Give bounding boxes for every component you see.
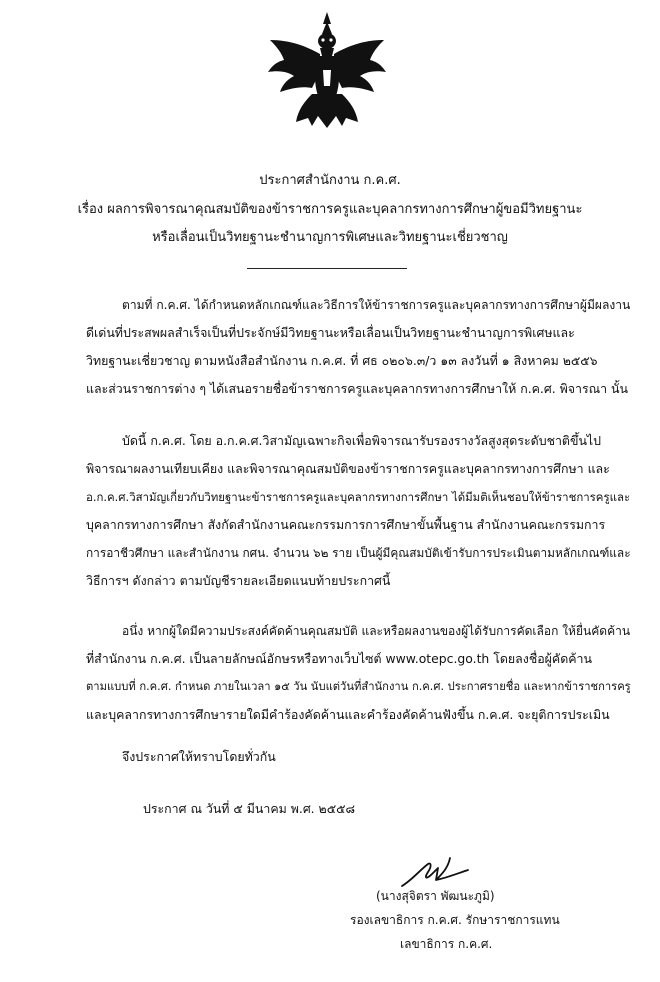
body-line: ที่สำนักงาน ก.ค.ศ. เป็นลายลักษณ์อักษรหรือทางเว็บไซต์ www.otepc.go.th โดยลงชื่อผู้คัดค้าน xyxy=(86,651,592,666)
body-line: อนึ่ง หากผู้ใดมีความประสงค์คัดค้านคุณสมบัติ และหรือผลงานของผู้ได้รับการคัดเลือก ให้ยื่นคัดค้าน xyxy=(122,624,631,638)
body-line: บุคลากรทางการศึกษา สังกัดสำนักงานคณะกรรมการการศึกษาขั้นพื้นฐาน สำนักงานคณะกรรมการ xyxy=(86,517,606,532)
signer-title: เลขาธิการ ก.ค.ศ. xyxy=(400,937,493,951)
body-line: อ.ก.ค.ศ.วิสามัญเกี่ยวกับวิทยฐานะข้าราชการครูและบุคลากรทางการศึกษา ได้มีมติเห็นชอบให้ข้าราชการครูและ xyxy=(86,490,631,504)
body-line: พิจารณาผลงานเทียบเคียง และพิจารณาคุณสมบัติของข้าราชการครูและบุคลากรทางการศึกษา และ xyxy=(86,461,610,476)
body-line: ตามแบบที่ ก.ค.ศ. กำหนด ภายในเวลา ๑๕ วัน นับแต่วันที่สำนักงาน ก.ค.ศ. ประกาศรายชื่อ และหากข้าราชการครู xyxy=(86,680,631,693)
announcement-date: ประกาศ ณ วันที่ ๕ มีนาคม พ.ศ. ๒๕๕๘ xyxy=(143,801,356,816)
handwritten-signature xyxy=(398,852,470,892)
body-line: การอาชีวศึกษา และสำนักงาน กศน. จำนวน ๖๒ ราย เป็นผู้มีคุณสมบัติเข้ารับการประเมินตามหลักเกณฑ์และ xyxy=(86,546,631,560)
announcement-title: ประกาศสำนักงาน ก.ค.ศ. xyxy=(259,173,401,188)
signer-name: (นางสุจิตรา พัฒนะภูมิ) xyxy=(376,889,495,903)
body-line: ดีเด่นที่ประสพผลสำเร็จเป็นที่ประจักษ์มีวิทยฐานะหรือเลื่อนเป็นวิทยฐานะชำนาญการพิเศษและ xyxy=(86,325,575,340)
body-line: วิธีการฯ ดังกล่าว ตามบัญชีรายละเอียดแนบท้ายประกาศนี้ xyxy=(86,573,391,588)
title-divider xyxy=(247,268,407,269)
body-line: บัดนี้ ก.ค.ศ. โดย อ.ก.ค.ศ.วิสามัญเฉพาะกิจเพื่อพิจารณารับรองรางวัลสูงสุดระดับชาติขึ้นไป xyxy=(122,433,602,448)
body-line: และส่วนราชการต่าง ๆ ได้เสนอรายชื่อข้าราชการครูและบุคลากรทางการศึกษาให้ ก.ค.ศ. พิจารณา นั้น xyxy=(86,381,628,396)
body-line: วิทยฐานะเชี่ยวชาญ ตามหนังสือสำนักงาน ก.ค.ศ. ที่ ศธ ๐๒๐๖.๓/ว ๑๓ ลงวันที่ ๑ สิงหาคม ๒๕๕๖ xyxy=(86,353,598,368)
signer-position: รองเลขาธิการ ก.ค.ศ. รักษาราชการแทน xyxy=(350,913,560,927)
subject-line-2: หรือเลื่อนเป็นวิทยฐานะชำนาญการพิเศษและวิทยฐานะเชี่ยวชาญ xyxy=(152,230,508,245)
body-line: ตามที่ ก.ค.ศ. ได้กำหนดหลักเกณฑ์และวิธีการให้ข้าราชการครูและบุคลากรทางการศึกษาผู้มีผลงาน xyxy=(122,298,631,312)
subject-line-1: เรื่อง ผลการพิจารณาคุณสมบัติของข้าราชการครูและบุคลากรทางการศึกษาผู้ขอมีวิทยฐานะ xyxy=(77,202,583,217)
closing-line: จึงประกาศให้ทราบโดยทั่วกัน xyxy=(122,749,276,764)
garuda-emblem-icon xyxy=(262,10,392,135)
body-line: และบุคลากรทางการศึกษารายใดมีคำร้องคัดค้านและคำร้องคัดค้านฟังขึ้น ก.ค.ศ. จะยุติการประเมิน xyxy=(86,707,610,722)
